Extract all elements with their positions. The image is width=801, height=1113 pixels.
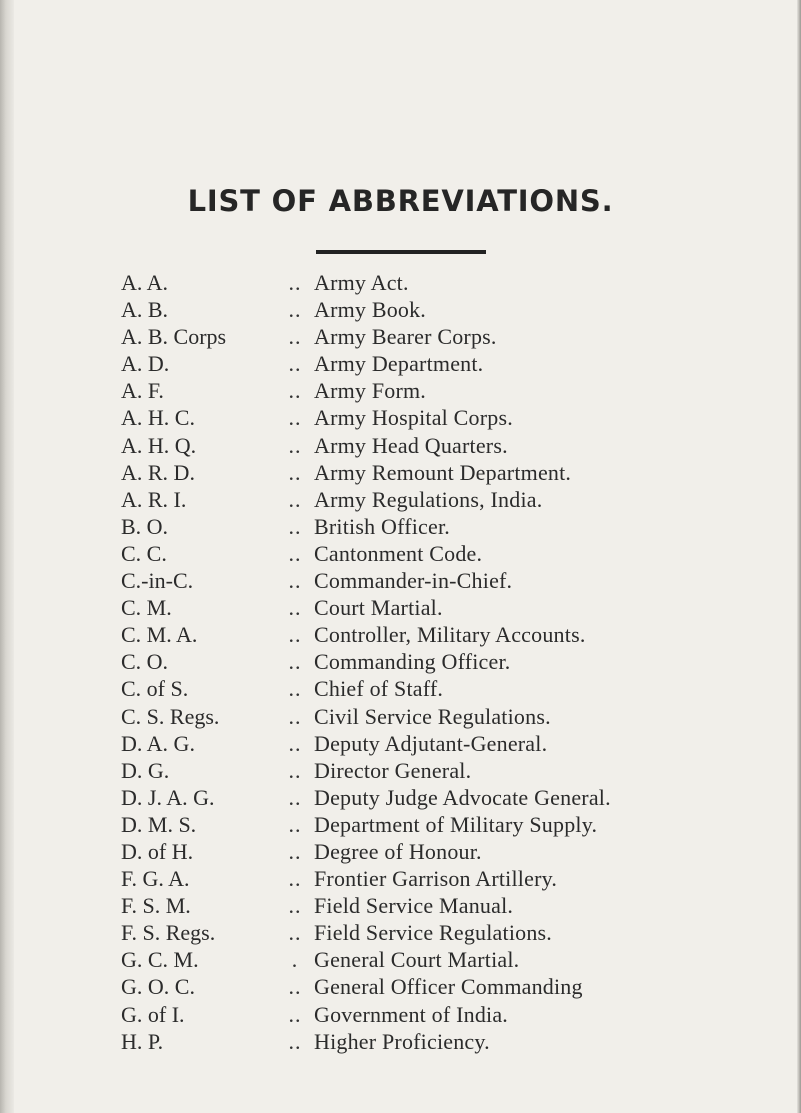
- abbreviation: C. M. A.: [121, 622, 198, 648]
- abbreviation: H. P.: [121, 1028, 164, 1054]
- list-item: [0, 374, 801, 404]
- list-item: [0, 970, 801, 1000]
- list-item: [0, 347, 801, 377]
- separator-dots: ..: [288, 432, 302, 458]
- list-item: [0, 672, 801, 702]
- separator-dots: ..: [288, 893, 302, 919]
- abbreviation: F. G. A.: [121, 866, 190, 892]
- list-item: [0, 401, 801, 431]
- list-item: [0, 916, 801, 946]
- separator-dots: ..: [288, 351, 302, 377]
- separator-dots: ..: [288, 1001, 302, 1027]
- separator-dots: ..: [288, 378, 302, 404]
- abbreviation: C. C.: [121, 540, 167, 566]
- meaning: Department of Military Supply.: [314, 811, 598, 837]
- meaning: Army Form.: [314, 378, 426, 404]
- meaning: Deputy Judge Advocate General.: [314, 784, 611, 810]
- separator-dots: ..: [288, 486, 302, 512]
- meaning: Director General.: [314, 757, 472, 783]
- separator-dots: ..: [288, 757, 302, 783]
- meaning: Army Act.: [314, 270, 409, 295]
- meaning: Civil Service Regulations.: [314, 703, 551, 729]
- separator-dots: ..: [288, 324, 302, 350]
- list-item: [0, 510, 801, 537]
- separator-dots: ..: [288, 920, 302, 946]
- list-item: [0, 537, 801, 564]
- abbreviation: A. B. Corps: [121, 324, 227, 350]
- list-item: [0, 591, 801, 621]
- separator-dots: ..: [288, 459, 302, 485]
- separator-dots: ..: [288, 649, 302, 675]
- list-item: [0, 943, 801, 973]
- list-item: [0, 754, 801, 781]
- list-item: [0, 835, 801, 862]
- meaning: Commander-in-Chief.: [314, 568, 513, 594]
- list-item: [0, 618, 801, 648]
- page-title: LIST OF ABBREVIATIONS.: [187, 184, 614, 218]
- meaning: Government of India.: [314, 1001, 508, 1027]
- meaning: Commanding Officer.: [314, 649, 511, 675]
- title-rule: [316, 250, 486, 254]
- meaning: Army Book.: [314, 297, 426, 323]
- abbreviation: D. J. A. G.: [121, 784, 215, 810]
- list-item: [0, 1025, 801, 1052]
- meaning: British Officer.: [314, 513, 450, 539]
- list-item: [0, 456, 801, 483]
- meaning: Controller, Military Accounts.: [314, 622, 586, 648]
- abbreviation: A. F.: [121, 378, 164, 404]
- abbreviation: C.-in-C.: [121, 568, 194, 594]
- separator-dots: ..: [288, 676, 302, 702]
- meaning: Army Department.: [314, 351, 484, 377]
- separator-dots: ..: [288, 622, 302, 648]
- list-item: [0, 320, 801, 350]
- meaning: Deputy Adjutant-General.: [314, 730, 548, 756]
- list-item: [0, 862, 801, 892]
- abbreviation: A. H. Q.: [121, 432, 197, 458]
- meaning: Court Martial.: [314, 595, 443, 621]
- list-item: [0, 889, 801, 919]
- abbreviation: A. D.: [121, 351, 170, 377]
- separator-dots: ..: [288, 703, 302, 729]
- list-item: [0, 781, 801, 808]
- meaning: Army Regulations, India.: [314, 486, 543, 512]
- list-item: [0, 808, 801, 835]
- list-item: [0, 645, 801, 675]
- separator-dots: ..: [288, 866, 302, 892]
- abbreviation: A. B.: [121, 297, 169, 323]
- abbreviation: D. G.: [121, 757, 170, 783]
- separator-dots: ..: [288, 595, 302, 621]
- separator-dots: ..: [288, 784, 302, 810]
- meaning: Army Hospital Corps.: [314, 405, 513, 431]
- list-item: [0, 293, 801, 323]
- meaning: Higher Proficiency.: [314, 1028, 490, 1054]
- list-item: [0, 564, 801, 594]
- list-item: [0, 727, 801, 754]
- meaning: Field Service Regulations.: [314, 920, 552, 946]
- abbreviation: D. of H.: [121, 838, 194, 864]
- abbreviation: G. C. M.: [121, 947, 199, 973]
- separator-dots: ..: [288, 730, 302, 756]
- separator-dots: ..: [288, 297, 302, 323]
- meaning: Frontier Garrison Artillery.: [314, 866, 558, 892]
- list-item: [0, 266, 801, 293]
- meaning: Army Head Quarters.: [314, 432, 508, 458]
- abbreviation: A. A.: [121, 270, 169, 295]
- separator-dots: ..: [288, 540, 302, 566]
- abbreviation: A. R. D.: [121, 459, 195, 485]
- meaning: Cantonment Code.: [314, 540, 483, 566]
- meaning: Field Service Manual.: [314, 893, 514, 919]
- abbreviation: C. O.: [121, 649, 169, 675]
- abbreviation: C. M.: [121, 595, 172, 621]
- abbreviation: A. R. I.: [121, 486, 187, 512]
- separator-dots: ..: [288, 270, 302, 295]
- abbreviation: F. S. Regs.: [121, 920, 216, 946]
- list-item: [0, 429, 801, 456]
- separator-dots: ..: [288, 1028, 302, 1054]
- meaning: General Officer Commanding: [314, 974, 583, 1000]
- meaning: Army Bearer Corps.: [314, 324, 497, 350]
- abbreviation: G. O. C.: [121, 974, 195, 1000]
- separator-dots: ..: [288, 838, 302, 864]
- abbreviation: D. M. S.: [121, 811, 197, 837]
- abbreviation: C. S. Regs.: [121, 703, 220, 729]
- abbreviation: G. of I.: [121, 1001, 185, 1027]
- meaning: Army Remount Department.: [314, 459, 572, 485]
- separator-dots: ..: [288, 405, 302, 431]
- meaning: General Court Martial.: [314, 947, 520, 973]
- separator-dots: ..: [288, 974, 302, 1000]
- abbreviation-list: [0, 266, 801, 1052]
- separator-dots: ..: [288, 513, 302, 539]
- abbreviation: D. A. G.: [121, 730, 195, 756]
- separator-dots: .: [291, 947, 299, 973]
- meaning: Degree of Honour.: [314, 838, 482, 864]
- abbreviation: B. O.: [121, 513, 169, 539]
- abbreviation: C. of S.: [121, 676, 189, 702]
- meaning: Chief of Staff.: [314, 676, 444, 702]
- abbreviation: F. S. M.: [121, 893, 191, 919]
- list-item: [0, 700, 801, 727]
- list-item: [0, 483, 801, 510]
- list-item: [0, 998, 801, 1025]
- separator-dots: ..: [288, 811, 302, 837]
- separator-dots: ..: [288, 568, 302, 594]
- abbreviation: A. H. C.: [121, 405, 195, 431]
